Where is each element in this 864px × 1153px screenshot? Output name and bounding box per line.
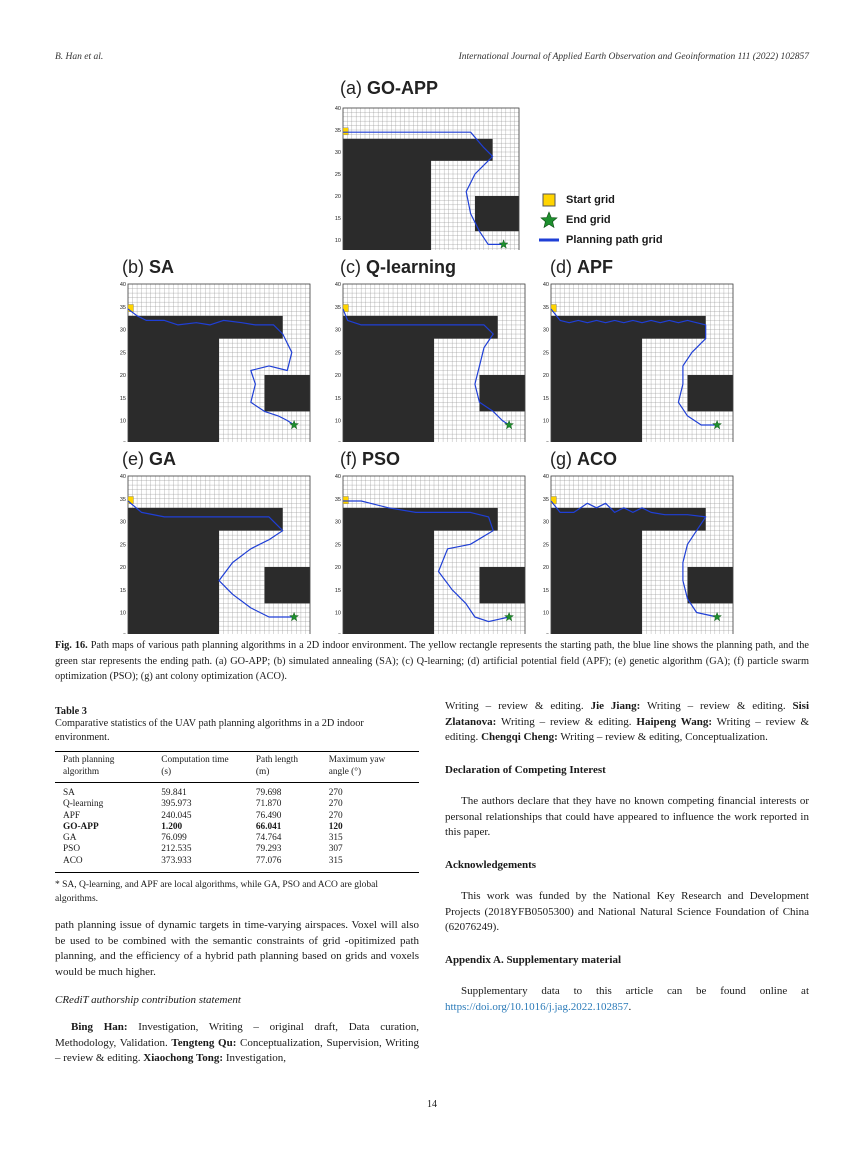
credit-heading: CRediT authorship contribution statement [55,994,241,1007]
col-length: Path length (m) [255,755,298,777]
appendix-heading: Appendix A. Supplementary material [445,953,622,966]
appendix-text: Supplementary data to this article can be found online at https://doi.org/10.1016/j.jag.2022.102857. [445,985,809,1013]
panel-f-title: (f) PSO [340,449,401,469]
y-tick-label: 15 [542,395,549,402]
panel-c-title: (c) Q-learning [340,257,457,277]
table-cell: 76.099 [161,833,187,844]
comparison-table [55,751,419,873]
legend-start [538,190,663,210]
table-header-row [55,752,419,783]
table-cell: SA [63,788,75,798]
table-row [55,811,419,822]
doi-link[interactable]: https://doi.org/10.1016/j.jag.2022.102857 [445,1000,629,1013]
y-tick-label: 10 [542,610,549,617]
table-cell: 240.045 [161,810,192,821]
path-map-ga [117,472,322,634]
header-authors: B. Han et al. [55,52,104,62]
table-cell: PSO [63,844,81,855]
y-tick-label: 35 [334,496,341,503]
competing-text: The authors declare that they have no known competing financial interests or personal relationships that could have appeared to influence the work reported in this paper. [445,795,809,838]
path-map-sa [117,280,322,442]
y-tick-label: 40 [119,282,126,288]
y-tick-label: 35 [334,128,341,134]
table-cell: 77.076 [255,855,282,866]
panel-e-title: (e) GA [122,449,177,469]
table-cell: 395.973 [161,799,192,810]
panel-g-title: (g) ACO [550,449,618,469]
y-tick-label: 20 [542,565,549,571]
y-tick-label: 10 [334,238,341,244]
y-tick-label: 15 [334,216,341,222]
y-tick-label [338,441,341,442]
table-cell: 74.764 [255,833,282,844]
header-journal: International Journal of Applied Earth Observation and Geoinformation 111 (2022) 102857 [458,52,809,62]
table-cell: 315 [328,855,343,866]
caption-text: Path maps of various path planning algorithms in a 2D indoor environment. The yellow rectangle represents the starting path, the blue line shows the planning path, and the green star represents the ending path. (a) GO-APP; (b) simulated annealing (SA); (c) Q-learning; (d) artificial potential field (APF); (e) genetic algorithm (GA); (f) particle swarm optimization (PSO); (g) ant colony optimization (ACO). [55,640,809,682]
col-algorithm: Path planning algorithm [63,755,115,777]
y-tick-label: 25 [119,350,126,357]
y-tick-label: 40 [334,106,341,112]
y-tick-label: 30 [334,150,341,156]
y-tick-label: 40 [334,282,341,288]
y-tick-label: 25 [542,542,549,549]
table-cell: 315 [328,833,343,844]
table-cell: 373.933 [161,855,192,866]
y-tick-label: 15 [119,395,126,402]
y-tick-label: 20 [334,373,341,379]
legend-end [538,210,663,230]
credit-paragraph: Bing Han: Investigation, Writing – original draft, Data curation, Methodology, Validation. Tengteng Qu: Conceptualization, Supervision, Writing – review & editing. Xiaochong Tong: Investigation, [55,1021,419,1065]
y-tick-label: 15 [542,587,549,594]
table-cell: 79.293 [255,844,282,855]
y-tick-label: 30 [542,327,549,334]
table-cell: 212.535 [161,844,192,855]
ack-text: This work was funded by the National Key Research and Development Projects (2018YFB0505300) and National Natural Science Foundation of China (62076249). [445,890,809,933]
y-tick-label: 40 [542,474,549,480]
legend-path-label: Planning path grid [566,234,663,246]
credit-continued: Writing – review & editing. Jie Jiang: Writing – review & editing. Sisi Zlatanova: Writing – review & editing. Haipeng Wang: Writing – review & editing. Chengqi Cheng: Writing – review & editing, Conceptualization. [445,700,810,743]
table-cell: 270 [328,788,343,798]
y-tick-label: 40 [542,282,549,288]
y-tick-label: 20 [119,565,126,571]
y-tick-label: 20 [334,565,341,571]
y-tick-label [546,441,549,442]
right-column [445,699,809,1015]
table-row [55,856,419,873]
path-map-q-learning [332,280,537,442]
legend-end-label: End grid [566,214,611,226]
star-icon [538,211,560,229]
y-tick-label: 20 [542,373,549,379]
panel-a-title: (a) GO-APP [340,78,439,98]
ack-heading: Acknowledgements [445,858,537,871]
y-tick-label: 10 [542,418,549,425]
y-tick-label: 10 [119,610,126,617]
col-time: Computation time (s) [161,755,229,777]
table-cell: 59.841 [161,788,187,798]
legend-path [538,230,663,250]
table-row [55,783,419,800]
y-tick-label: 30 [542,519,549,526]
conclusion-paragraph: path planning issue of dynamic targets in time-varying airspaces. Voxel will also be used to be combined with the semantic constraints of grid -opitimized path planning, and the efficiency of a hybrid path planning based on grids and voxels would be much higher. [55,919,419,978]
y-tick-label: 30 [119,519,126,526]
table-row [55,822,419,833]
figure-legend [538,190,663,250]
y-tick-label: 30 [334,519,341,526]
y-tick-label: 35 [542,304,549,311]
y-tick-label: 25 [334,172,341,178]
table-title: Table 3 [55,706,87,717]
y-tick-label: 15 [119,587,126,594]
y-tick-label: 35 [119,496,126,503]
y-tick-label: 30 [119,327,126,334]
path-line-icon [538,236,560,244]
table-cell: 307 [328,844,343,855]
y-tick-label: 35 [542,496,549,503]
table-cell: 270 [328,810,343,821]
y-tick-label: 25 [542,350,549,357]
table-cell: 120 [328,821,343,832]
table-row [55,844,419,855]
competing-heading: Declaration of Competing Interest [445,763,606,776]
panel-b-title: (b) SA [122,257,175,277]
y-tick-label: 20 [119,373,126,379]
table-cell: 76.490 [255,810,282,821]
y-tick-label: 10 [334,418,341,425]
y-tick-label: 10 [119,418,126,425]
start-square-icon [538,193,560,207]
y-tick-label: 35 [119,304,126,311]
table-row [55,799,419,810]
table-row [55,833,419,844]
y-tick-label [123,633,126,634]
table-cell: 79.698 [255,788,282,798]
table-cell: GA [63,833,77,844]
figure-caption [55,638,809,685]
y-tick-label: 20 [334,194,341,200]
table-cell: GO-APP [63,821,99,832]
y-tick-label: 15 [334,395,341,402]
table-cell: 270 [328,799,343,810]
panel-d-title: (d) APF [550,257,614,277]
y-tick-label [546,633,549,634]
y-tick-label: 35 [334,304,341,311]
table-cell: 1.200 [161,821,183,832]
table-cell: APF [63,810,81,821]
y-tick-label: 25 [334,542,341,549]
table-cell: ACO [63,855,83,866]
y-tick-label: 15 [334,587,341,594]
col-yaw: Maximum yaw angle (°) [328,755,386,777]
path-map-apf [540,280,745,442]
path-map-aco [540,472,745,634]
table-cell: Q-learning [63,799,104,810]
legend-start-label: Start grid [566,194,615,206]
table-description: Comparative statistics of the UAV path planning algorithms in a 2D indoor environment. [55,718,364,743]
page-number: 14 [427,1099,437,1110]
y-tick-label: 10 [334,610,341,617]
table-cell: 71.870 [255,799,282,810]
y-tick-label: 40 [119,474,126,480]
table-footnote: * SA, Q-learning, and APF are local algorithms, while GA, PSO and ACO are global algorithms. [55,880,378,904]
y-tick-label: 40 [334,474,341,480]
y-tick-label [123,441,126,442]
left-column [55,706,419,1067]
path-map-go-app [332,104,537,250]
caption-label: Fig. 16. [55,640,88,651]
y-tick-label [338,633,341,634]
path-map-pso [332,472,537,634]
table-cell: 66.041 [255,821,282,832]
y-tick-label: 25 [334,350,341,357]
y-tick-label: 25 [119,542,126,549]
y-tick-label: 30 [334,327,341,334]
